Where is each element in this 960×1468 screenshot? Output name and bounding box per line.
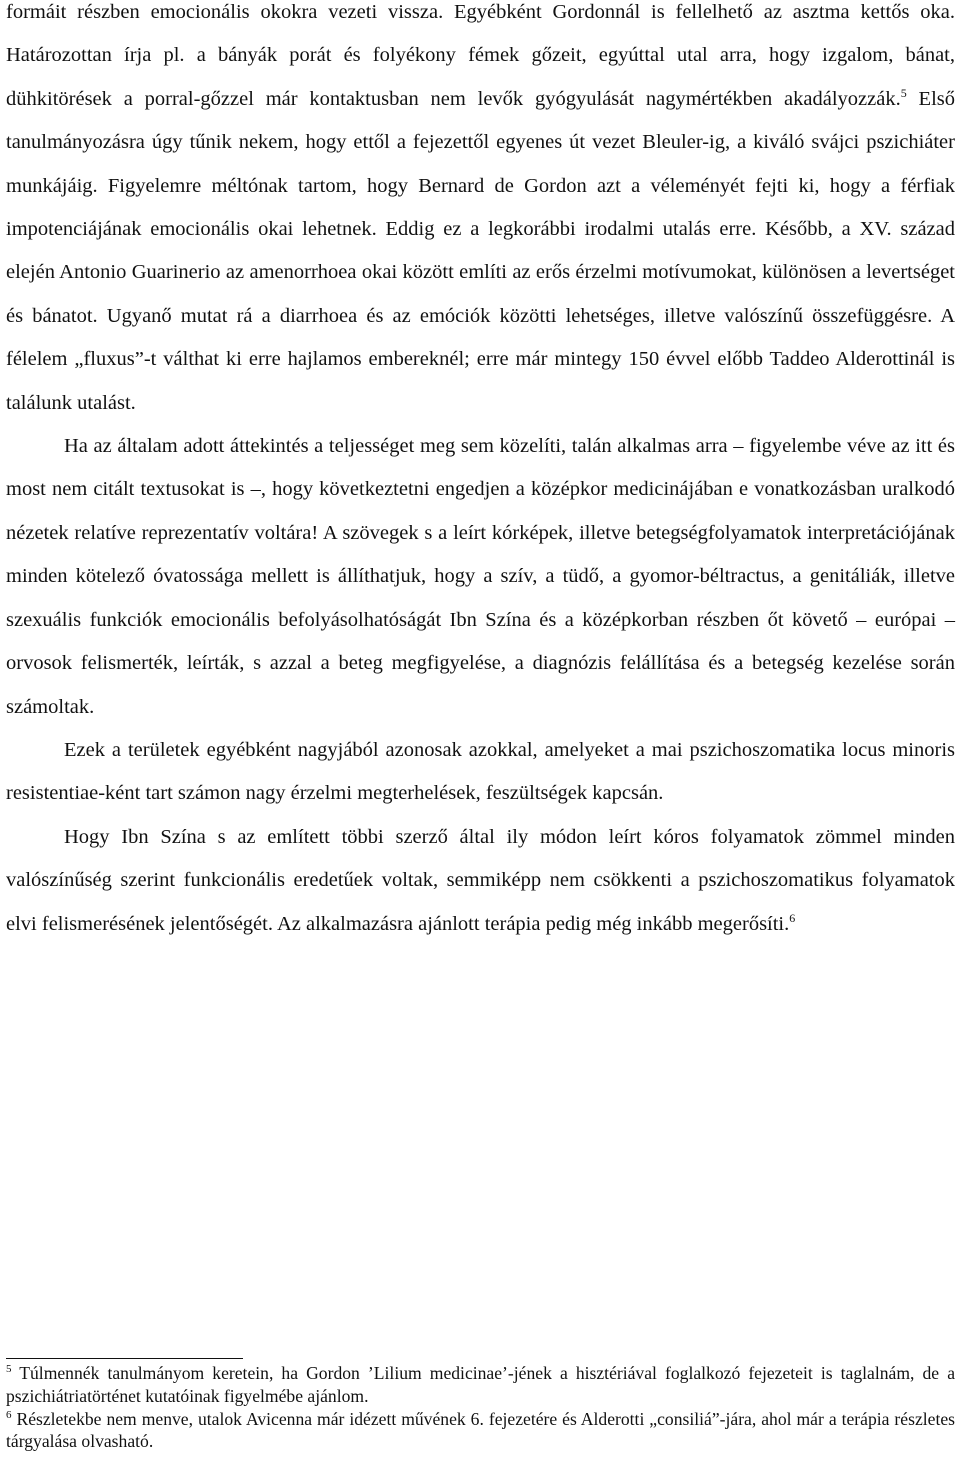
paragraph-text: Első tanulmányozásra úgy tűnik nekem, hogy ettől a fejezettől egyenes út vezet Bleuler-ig, a kiváló svájci pszichiáter munkájáig. Figyelemre méltónak tartom, hogy Bernard de Gordon azt a véleményét fejti ki, hogy a férfiak impotenciájának emocionális okai lehetnek. Eddig ez a legkorábbi irodalmi utalás erre. Később, a XV. század elején Antonio Guarinerio az amenorrhoea okai között említi az erős érzelmi motívumokat, különösen a levertséget és bánatot. Ugyanő mutat rá a diarrhoea és az emóciók közötti lehetséges, illetve valószínű összefüggésre. A félelem „fluxus”-t válthat ki erre hajlamos embereknél; erre már mintegy 150 évvel előbb Taddeo Alderottinál is találunk utalást. [6, 87, 955, 414]
paragraph-text: Hogy Ibn Szína s az említett többi szerző által ily módon leírt kóros folyamatok zömmel minden valószínűség szerint funkcionális eredetűek voltak, semmiképp nem csökkenti a pszichoszomatikus folyamatok elvi felismerésének jelentőségét. Az alkalmazásra ajánlott terápia pedig még inkább megerősíti. [6, 825, 955, 935]
paragraph [6, 425, 955, 729]
footnote-mark: 5 [6, 1363, 12, 1376]
footnotes-section [6, 1358, 955, 1453]
paragraph-text: formáit részben emocionális okokra vezeti vissza. Egyébként Gordonnál is fellelhető az asztma kettős oka. Határozottan írja pl. a bányák porát és folyékony fémek gőzeit, egyúttal utal arra, hogy izgalom, bánat, dühkitörések a porral-gőzzel már kontaktusban nem levők gyógyulását nagymértékben akadályozzák. [6, 1, 955, 110]
paragraph-text: Ezek a területek egyébként nagyjából azonosak azokkal, amelyeket a mai pszichoszomatika locus minoris resistentiae-ként tart számon nagy érzelmi megterhelések, feszültségek kapcsán. [6, 738, 955, 805]
footnote-ref[interactable]: 6 [789, 910, 796, 925]
footnote-text: Túlmennék tanulmányom keretein, ha Gordon ’Lilium medicinae’-jének a hisztériával foglalkozó fejezeteit is taglalnám, de a pszichiátriatörténet kutatóinak figyelmébe ajánlom. [6, 1363, 955, 1406]
footnote-text: Részletekbe nem menve, utalok Avicenna már idézett művének 6. fejezetére és Alderotti „consiliá”-jára, ahol már a terápia részletes tárgyalása olvasható. [6, 1408, 955, 1452]
footnote-mark: 6 [6, 1408, 12, 1421]
footnote-divider [6, 1358, 243, 1359]
footnote-ref[interactable]: 5 [900, 85, 907, 100]
footnote [6, 1408, 955, 1454]
document-page [6, 0, 955, 946]
paragraph [6, 816, 955, 946]
footnote [6, 1362, 955, 1408]
paragraph-text: Ha az általam adott áttekintés a teljességet meg sem közelíti, talán alkalmas arra – figyelembe véve az itt és most nem citált textusokat is –, hogy következtetni engedjen a középkor medicinájában e vonatkozásban uralkodó nézetek relatíve reprezentatív voltára! A szövegek s a leírt kórképek, illetve betegségfolyamatok interpretációjának minden kötelező óvatossága mellett is állíthatjuk, hogy a szív, a tüdő, a gyomor-béltractus, a genitáliák, illetve szexuális funkciók emocionális befolyásolhatóságát Ibn Szína és a középkorban részben őt követő – európai – orvosok felismerték, leírták, s azzal a beteg megfigyelése, a diagnózis felállítása és a betegség kezelése során számoltak. [6, 435, 955, 718]
paragraph [6, 729, 955, 816]
paragraph [6, 0, 955, 425]
